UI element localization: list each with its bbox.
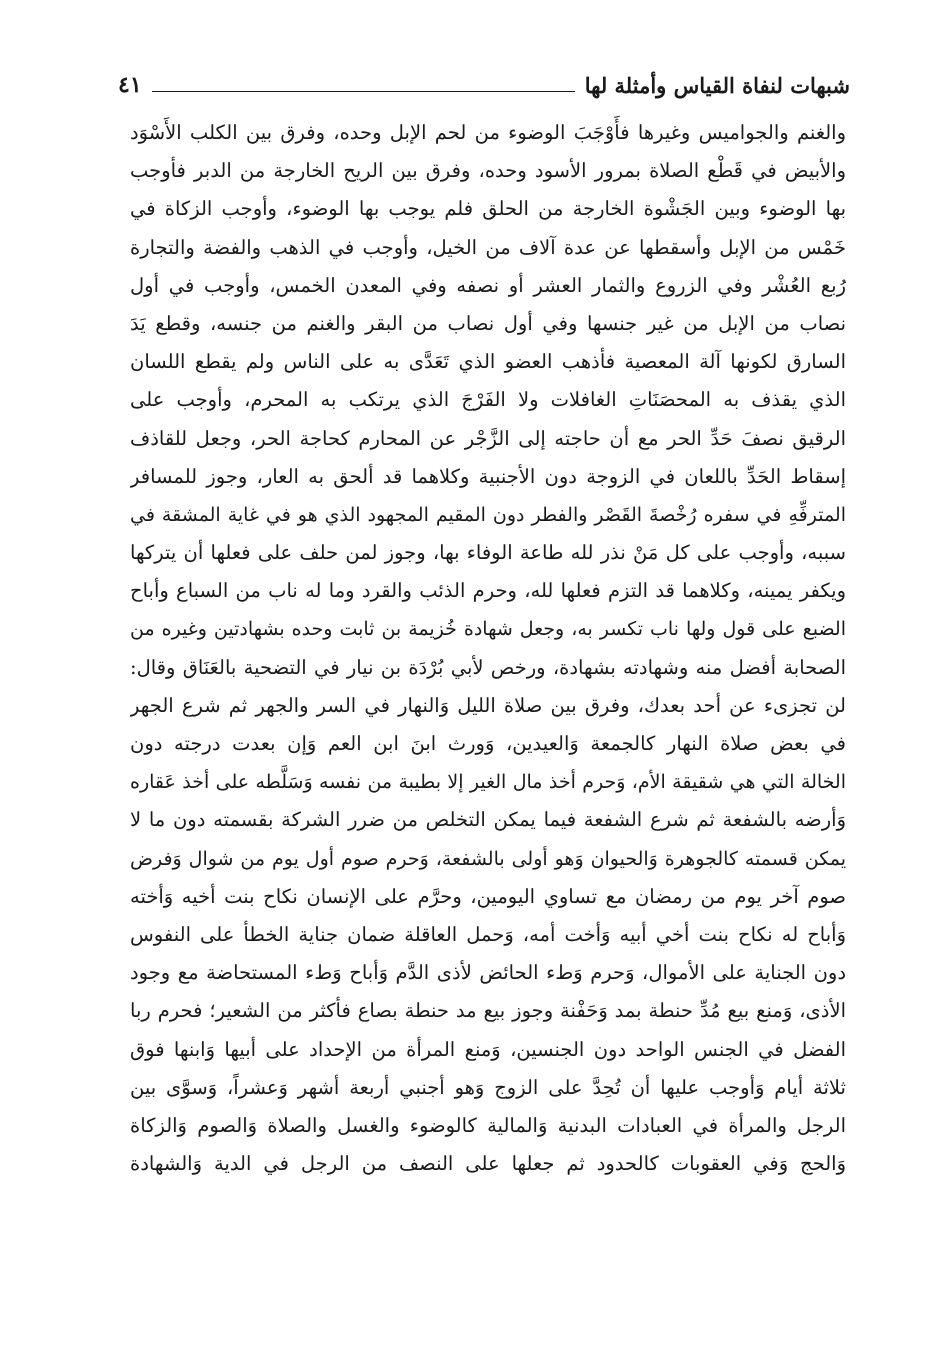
text-line: الصحابة أفضل منه وشهادته بشهادة، ورخص لأبي بُرْدَة بن نيار في التضحية بالعَنَاق وقال: xyxy=(130,655,846,679)
text-line: السارق لكونها آلة المعصية فأذهب العضو الذي تَعَدَّى به على الناس ولم يقطع اللسان xyxy=(130,350,846,374)
text-line: لن تجزىء عن أحد بعدك، وفرق بين صلاة الليل وَالنهار في السر والجهر ثم شرع الجهر xyxy=(130,693,846,717)
text-line: بها الوضوء وبين الجَشْوة الخارجة من الحلق فلم يوجب بها الوضوء، وأوجب الزكاة في xyxy=(130,197,846,221)
running-header xyxy=(118,66,850,102)
header-rule xyxy=(152,91,575,92)
text-line: الفضل في الجنس الواحد دون الجنسين، وَمنع المرأة من الإحداد على أبيها وَابنها فوق xyxy=(130,1037,846,1061)
text-line: دون الجناية على الأموال، وَحرم وَطء الحائض لأذى الدَّم وَأباح وَطء المستحاضة مع وجود xyxy=(130,961,846,985)
text-line: يمكن قسمته كالجوهرة وَالحيوان وَهو أولى بالشفعة، وَحرم صوم أول يوم من شوال وَفرض xyxy=(130,847,846,870)
text-line: وَالحج وَفي العقوبات كالحدود ثم جعلها على النصف من الرجل في الدية وَالشهادة xyxy=(130,1152,846,1176)
page-number: ٤١ xyxy=(118,72,142,98)
text-line: ويكفر يمينه، وكلاهما قد التزم فعلها لله، وحرم الذئب والقرد وما له ناب من السباع وأباح xyxy=(130,579,846,603)
text-line: سببه، وأوجب على كل مَنْ نذر لله طاعة الوفاء بها، وجوز لمن حلف على فعلها أن يتركها xyxy=(130,541,846,565)
text-line: الضبع على قول ولها ناب تكسر به، وجعل شهادة خُزيمة بن ثابت وحده بشهادتين وغيره من xyxy=(130,618,846,641)
body-text xyxy=(130,114,846,1183)
text-line: الأذى، وَمنع بيع مُدِّ حنطة بمد وَحَفْنة وجوز بيع مد حنطة بصاع فأكثر من الشعير؛ فحرم ربا xyxy=(130,999,846,1023)
text-line: الذي يقذف به المحصَنَاتِ الغافلات ولا الفَرْجَ الذي يرتكب به المحرم، وأوجب على xyxy=(130,388,846,412)
text-line: نصاب من الإبل من غير جنسها وفي أول نصاب من البقر والغنم من جنسه، وقطع يَدَ xyxy=(130,311,846,335)
text-line: في بعض صلاة النهار كالجمعة وَالعيدين، وَورث ابنَ ابن العم وَإن بعدت درجته دون xyxy=(130,732,846,755)
text-line: الرجل والمرأة في العبادات البدنية وَالمالية كالوضوء والغسل والصلاة وَالصوم وَالزكاة xyxy=(130,1113,846,1137)
text-line: المترفِّهِ في سفره رُخْصةَ القَصْر والفطر دون المقيم المجهود الذي هو في غاية المشقة في xyxy=(130,503,846,526)
text-line: وَأباح له نكاح بنت أخي أبيه وَأخت أمه، وَحمل العاقلة ضمان جناية الخطأ على النفوس xyxy=(130,922,846,946)
text-line: إسقاط الحَدِّ باللعان في الزوجة دون الأجنبية وكلاهما قد ألحق به العار، وجوز للمسافر xyxy=(130,464,846,488)
text-line: رُبع العُشْر وفي الزروع والثمار العشر أو نصفه وفي المعدن الخمس، وأوجب في أول xyxy=(130,273,846,297)
text-line: خَمْس من الإبل وأسقطها عن عدة آلاف من الخيل، وأوجب في الذهب والفضة والتجارة xyxy=(130,235,846,259)
text-line: صوم آخر يوم من رمضان مع تساوي اليومين، وحرَّم على الإنسان نكاح بنت أخيه وَأخته xyxy=(130,884,846,908)
text-line: الخالة التي هي شقيقة الأم، وَحرم أخذ مال الغير إلا بطيبة من نفسه وَسَلَّطه على أخذ عَقاره xyxy=(130,771,846,794)
running-title: شبهات لنفاة القياس وأمثلة لها xyxy=(584,73,850,98)
text-line: والغنم والجواميس وغيرها فأَوْجَبَ الوضوء من لحم الإبل وحده، وفرق بين الكلب الأَسْوَد xyxy=(130,121,846,144)
text-line: والأبيض في قَطْع الصلاة بمرور الأسود وحده، وفرق بين الريح الخارجة من الدبر فأوجب xyxy=(130,159,846,183)
text-line: وَأرضه بالشفعة ثم شرع الشفعة فيما يمكن التخلص من ضرر الشركة بقسمته دون ما لا xyxy=(130,808,846,832)
text-line: ثلاثة أيام وَأوجب عليها أن تُحِدَّ على الزوج وَهو أجنبي أربعة أشهر وَعشراً، وَسوَّى بين xyxy=(130,1075,846,1099)
text-line: الرقيق نصفَ حَدِّ الحر مع أن حاجته إلى الزَّجْر عن المحارم كحاجة الحر، وجعل للقاذف xyxy=(130,426,846,450)
